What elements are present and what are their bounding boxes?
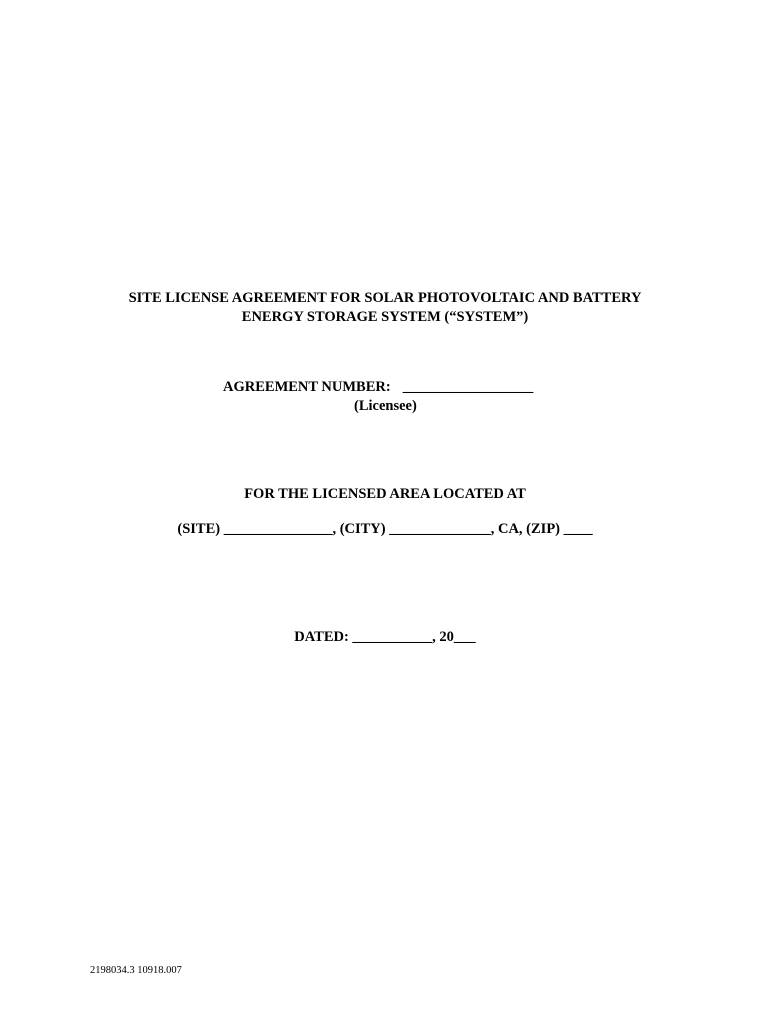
document-title (0, 289, 770, 327)
agreement-number-label: AGREEMENT NUMBER: (223, 379, 391, 395)
dated-line: DATED: ___________, 20___ (294, 629, 476, 645)
agreement-number-blank: __________________ (402, 379, 534, 395)
title-line-1: SITE LICENSE AGREEMENT FOR SOLAR PHOTOVOLTAIC AND BATTERY (128, 290, 642, 306)
licensee-label: (Licensee) (354, 398, 417, 414)
title-line-2: ENERGY STORAGE SYSTEM (“SYSTEM”) (241, 309, 529, 325)
agreement-number-row (223, 378, 533, 397)
site-address-line: (SITE) _______________, (CITY) ______________, CA, (ZIP) ____ (177, 521, 593, 537)
located-heading: FOR THE LICENSED AREA LOCATED AT (244, 486, 526, 502)
footer-document-code: 2198034.3 10918.007 (90, 965, 182, 976)
